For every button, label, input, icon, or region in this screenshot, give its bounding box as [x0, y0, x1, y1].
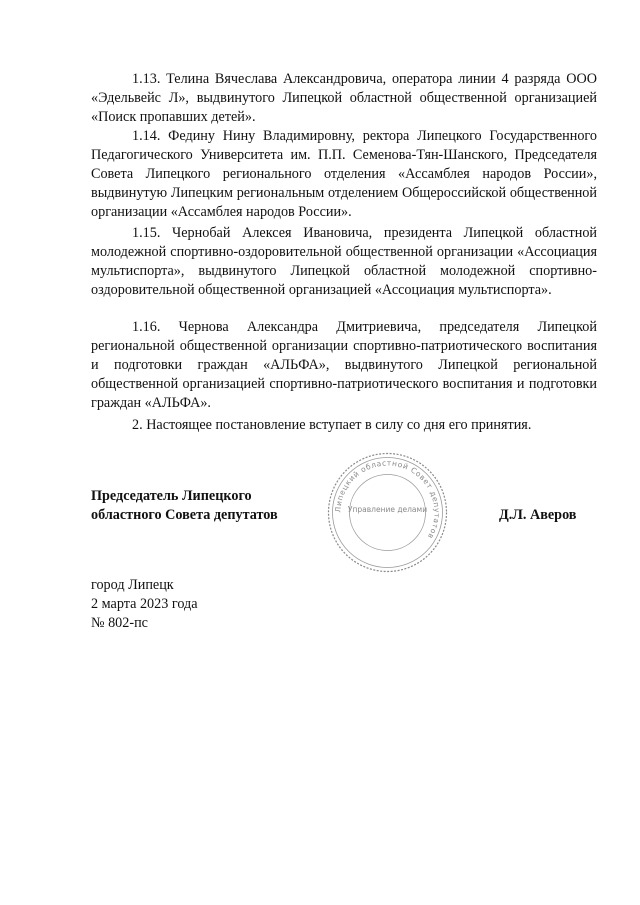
document-footer: [91, 576, 198, 633]
paragraph-1-13: 1.13. Телина Вячеслава Александровича, оператора линии 4 разряда ООО «Эдельвейс Л», выдвинутого Липецкой областной общественной организацией «Поиск пропавших детей».: [91, 71, 597, 126]
footer-city: город Липецк: [91, 577, 174, 593]
paragraph-2: 2. Настоящее постановление вступает в силу со дня его принятия.: [132, 417, 532, 433]
svg-text:Липецкий областной Совет депут: [333, 458, 441, 540]
paragraph-1-14: 1.14. Федину Нину Владимировну, ректора Липецкого Государственного Педагогического Университета им. П.П. Семенова-Тян-Шанского, Председателя Совета Липецкого регионального отделения «Ассамблея народов России», выдвинутую Липецким региональным отделением Общероссийской общественной организации «Ассамблея народов России».: [91, 128, 597, 221]
seal-ring-text: Липецкий областной Совет депутатов: [333, 458, 442, 541]
signatory-title: [91, 487, 278, 525]
signatory-title-line1: Председатель Липецкого: [91, 488, 252, 504]
footer-date: 2 марта 2023 года: [91, 596, 198, 612]
paragraph-1-15: 1.15. Чернобай Алексея Ивановича, президента Липецкой областной молодежной спортивно-оздоровительной общественной организации «Ассоциация мультиспорта», выдвинутого Липецкой областной молодежной спортивно-оздоровительной общественной организацией «Ассоциация мультиспорта».: [91, 225, 597, 299]
footer-number: № 802-пс: [91, 615, 148, 631]
signatory-title-line2: областного Совета депутатов: [91, 507, 278, 523]
paragraph-1-16: 1.16. Чернова Александра Дмитриевича, председателя Липецкой региональной общественной организации спортивно-патриотического воспитания и подготовки граждан «АЛЬФА», выдвинутого Липецкой региональной общественной организацией спортивно-патриотического воспитания и подготовки граждан «АЛЬФА».: [91, 319, 597, 412]
official-seal-stamp: [325, 450, 450, 575]
seal-center-text: Управление делами: [347, 505, 428, 514]
signatory-name: Д.Л. Аверов: [499, 507, 577, 523]
